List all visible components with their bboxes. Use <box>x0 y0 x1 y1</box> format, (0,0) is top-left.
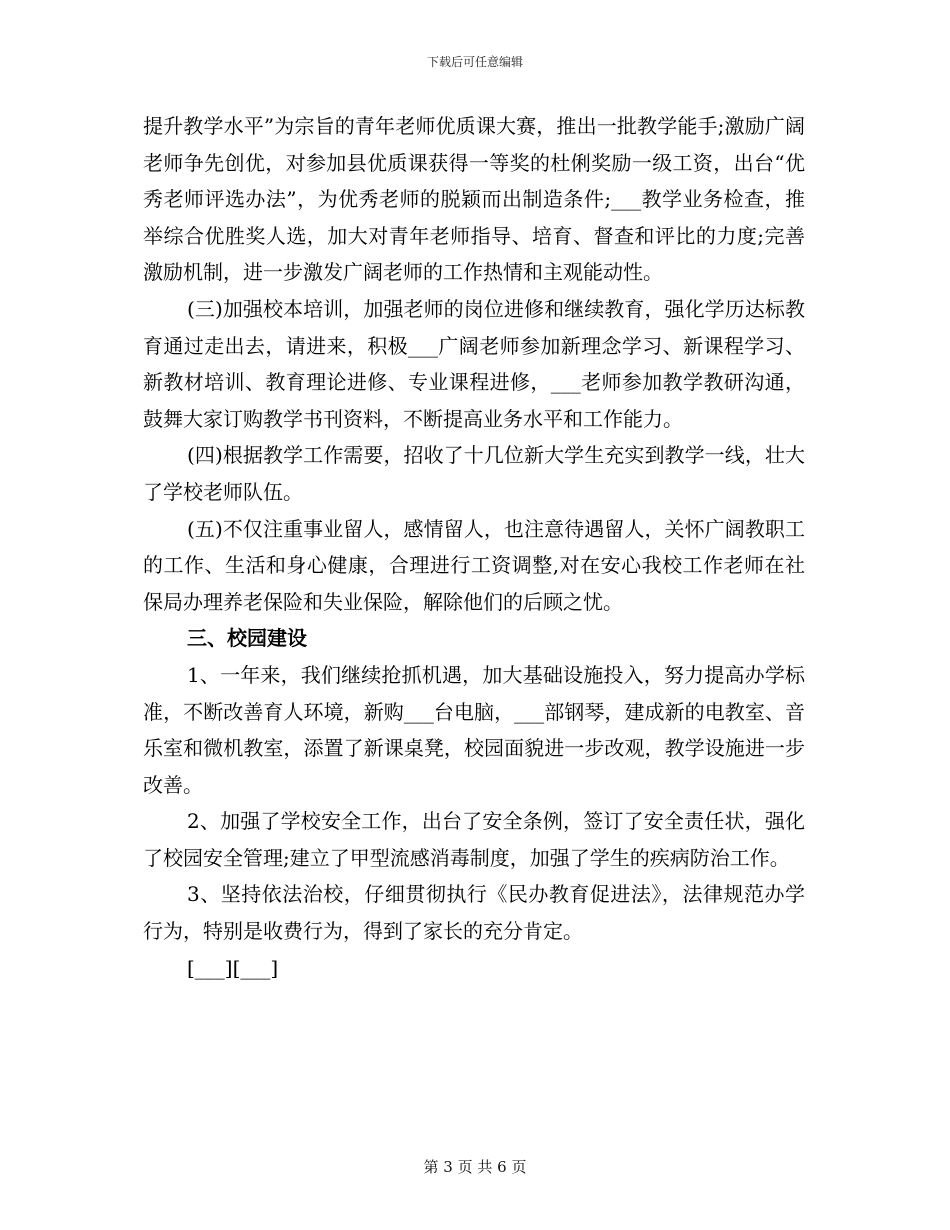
page-footer: 第 3 页 共 6 页 <box>423 1158 527 1176</box>
paragraph-placeholder-brackets: [___][___] <box>187 955 279 980</box>
paragraph-staff-retention: (五)不仅注重事业留人，感情留人，也注意待遇留人，关怀广阔教职工的工作、生活和身心健康，合理进行工资调整,对在安心我校工作老师在社保局办理养老保险和失业保险，解除他们的后顾之忧。 <box>143 516 805 614</box>
document-body <box>143 108 805 986</box>
paragraph-continuation: 提升教学水平”为宗旨的青年老师优质课大赛，推出一批教学能手;激励广阔老师争先创优，对参加县优质课获得一等奖的杜俐奖励一级工资，出台“优秀老师评选办法”，为优秀老师的脱颖而出制造条件;___教学业务检查，推举综合优胜奖人选，加大对青年老师指导、培育、督查和评比的力度;完善激励机制，进一步激发广阔老师的工作热情和主观能动性。 <box>143 114 805 285</box>
paragraph-safety: 2、加强了学校安全工作，出台了安全条例，签订了安全责任状，强化了校园安全管理;建立了甲型流感消毒制度，加强了学生的疾病防治工作。 <box>143 809 805 870</box>
section-heading-campus-construction: 三、校园建设 <box>187 626 307 651</box>
paragraph-school-training: (三)加强校本培训，加强老师的岗位进修和继续教育，强化学历达标教育通过走出去，请进来，积极___广阔老师参加新理念学习、新课程学习、新教材培训、教育理论进修、专业课程进修，___老师参加教学教研沟通，鼓舞大家订购教学书刊资料，不断提高业务水平和工作能力。 <box>143 296 805 431</box>
paragraph-rule-of-law: 3、坚持依法治校，仔细贯彻执行《民办教育促进法》，法律规范办学行为，特别是收费行为，得到了家长的充分肯定。 <box>143 882 805 944</box>
page-header: 下载后可任意编辑 <box>426 55 523 69</box>
paragraph-new-graduates: (四)根据教学工作需要，招收了十几位新大学生充实到教学一线，壮大了学校老师队伍。 <box>143 443 805 504</box>
paragraph-infrastructure: 1、一年来，我们继续抢抓机遇，加大基础设施投入，努力提高办学标准，不断改善育人环境，新购___台电脑，___部钢琴，建成新的电教室、音乐室和微机教室，添置了新课桌凳，校园面貌进一步改观，教学设施进一步改善。 <box>143 662 805 797</box>
